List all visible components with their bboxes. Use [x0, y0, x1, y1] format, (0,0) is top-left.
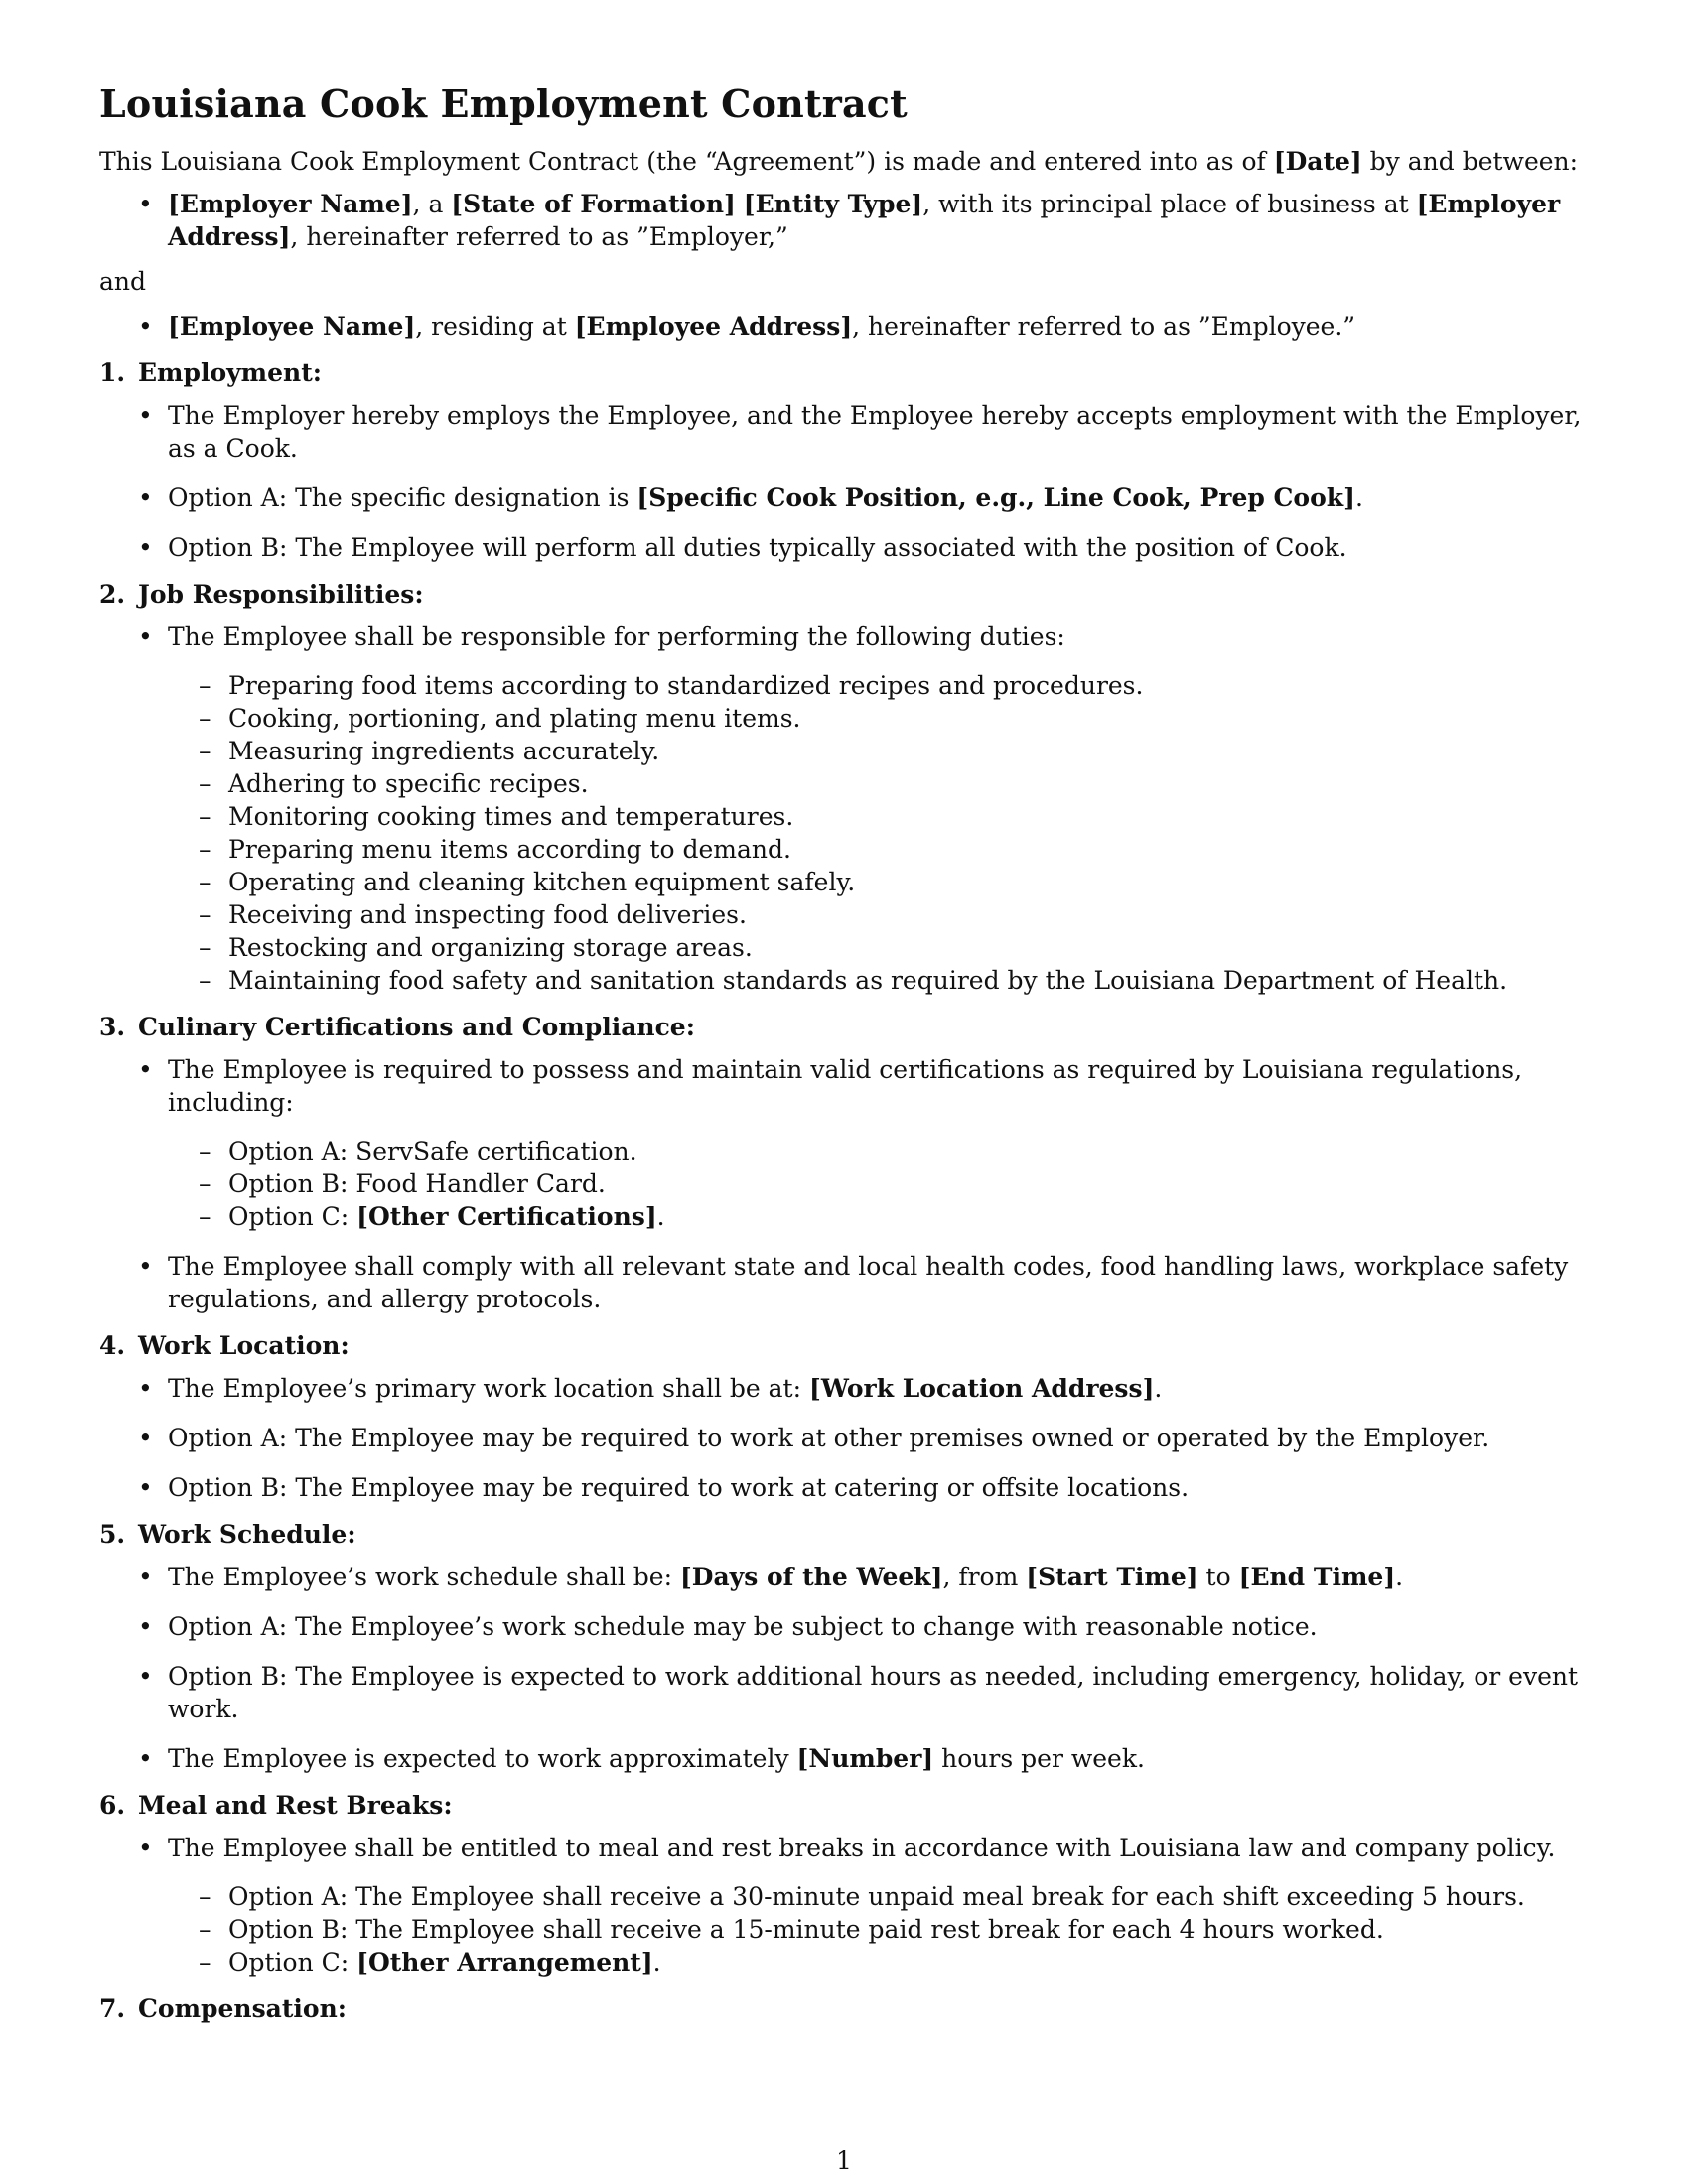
duty-item: – Restocking and organizing storage areas.: [228, 931, 1594, 964]
section-job-responsibilities: [99, 578, 1594, 997]
section-heading: 1. Employment:: [99, 358, 322, 387]
list-item: • The Employee shall comply with all relevant state and local health codes, food handling laws, workplace safety regulations, and allergy protocols.: [168, 1250, 1594, 1315]
duty-item: – Monitoring cooking times and temperatures.: [228, 800, 1594, 833]
section-heading: 3. Culinary Certifications and Compliance:: [99, 1013, 695, 1041]
option-item: – Option A: ServSafe certification.: [228, 1135, 1594, 1167]
date-field: [Date]: [1273, 147, 1362, 176]
option-item: – Option C: [Other Certifications].: [228, 1200, 1594, 1233]
cook-position-field: [Specific Cook Position, e.g., Line Cook, Prep Cook]: [636, 483, 1355, 512]
duty-item: – Maintaining food safety and sanitation standards as required by the Louisiana Department of Health.: [228, 964, 1594, 997]
duty-item: – Preparing food items according to standardized recipes and procedures.: [228, 669, 1594, 702]
list-item: • The Employee’s work schedule shall be: [Days of the Week], from [Start Time] to [End Time].: [168, 1561, 1594, 1593]
document-page: [99, 81, 1594, 2025]
list-item: • The Employee is expected to work approximately [Number] hours per week.: [168, 1742, 1594, 1775]
page-number: 1: [836, 2146, 852, 2175]
list-item: • Option A: The specific designation is [Specific Cook Position, e.g., Line Cook, Prep Cook].: [168, 481, 1594, 514]
employee-address-field: [Employee Address]: [574, 312, 853, 341]
section-compensation: [99, 1992, 1594, 2025]
section-heading: 7. Compensation:: [99, 1994, 347, 2023]
end-time-field: [End Time]: [1238, 1563, 1396, 1591]
employee-name-field: [Employee Name]: [168, 312, 416, 341]
hours-number-field: [Number]: [796, 1744, 934, 1773]
and-text: and: [99, 267, 147, 296]
employer-name-field: [Employer Name]: [168, 190, 413, 218]
section-meal-rest-breaks: [99, 1789, 1594, 1979]
duty-item: – Adhering to specific recipes.: [228, 767, 1594, 800]
duty-item: – Measuring ingredients accurately.: [228, 735, 1594, 767]
work-location-field: [Work Location Address]: [808, 1374, 1155, 1403]
other-arrangement-field: [Other Arrangement]: [356, 1948, 653, 1977]
section-heading: 6. Meal and Rest Breaks:: [99, 1791, 453, 1820]
section-employment: [99, 356, 1594, 564]
duties-list: [168, 669, 1594, 997]
duty-item: – Operating and cleaning kitchen equipment safely.: [228, 866, 1594, 898]
document-title: Louisiana Cook Employment Contract: [99, 81, 908, 126]
duty-item: – Receiving and inspecting food deliveries.: [228, 898, 1594, 931]
list-item: • Option B: The Employee will perform all duties typically associated with the position of Cook.: [168, 531, 1594, 564]
employee-item: • [Employee Name], residing at [Employee Address], hereinafter referred to as ”Employee.”: [168, 310, 1594, 342]
state-of-formation-field: [State of Formation]: [451, 190, 736, 218]
break-options: [168, 1880, 1594, 1979]
section-work-schedule: [99, 1518, 1594, 1775]
list-item: • Option A: The Employee’s work schedule may be subject to change with reasonable notice.: [168, 1610, 1594, 1643]
list-item: • The Employer hereby employs the Employee, and the Employee hereby accepts employment with the Employer, as a Cook.: [168, 399, 1594, 465]
days-of-week-field: [Days of the Week]: [679, 1563, 943, 1591]
entity-type-field: [Entity Type]: [743, 190, 923, 218]
section-heading: 2. Job Responsibilities:: [99, 580, 424, 609]
employee-list: [99, 310, 1594, 342]
intro-paragraph: This Louisiana Cook Employment Contract (the “Agreement”) is made and entered into as of [Date] by and between:: [99, 147, 1579, 176]
employer-list: [99, 188, 1594, 253]
list-item: • The Employee is required to possess and maintain valid certifications as required by Louisiana regulations, including: – Option A: ServSafe certification. – Option B: Food Handler Card. – Option C: [Other Certifications].: [168, 1053, 1594, 1233]
duty-item: – Cooking, portioning, and plating menu items.: [228, 702, 1594, 735]
other-certifications-field: [Other Certifications]: [356, 1202, 657, 1231]
list-item: • The Employee shall be entitled to meal and rest breaks in accordance with Louisiana law and company policy. – Option A: The Employee shall receive a 30-minute unpaid meal break for each shift exceeding 5 hours. – Option B: The Employee shall receive a 15-minute paid rest break for each 4 hours worked. – Option C: [Other Arrangement].: [168, 1832, 1594, 1979]
option-item: – Option A: The Employee shall receive a 30-minute unpaid meal break for each shift exceeding 5 hours.: [228, 1880, 1594, 1913]
option-item: – Option B: Food Handler Card.: [228, 1167, 1594, 1200]
section-heading: 5. Work Schedule:: [99, 1520, 356, 1549]
list-item: • Option B: The Employee is expected to work additional hours as needed, including emergency, holiday, or event work.: [168, 1660, 1594, 1725]
option-item: – Option B: The Employee shall receive a 15-minute paid rest break for each 4 hours worked.: [228, 1913, 1594, 1946]
section-work-location: [99, 1329, 1594, 1504]
list-item: • The Employee shall be responsible for performing the following duties: – Preparing food items according to standardized recipes and procedures. – Cooking, portioning, and plating menu items. – Measuring ingredients accurately. – Adhering to specific recipes. – Monitoring cooking times and temperatures. – Preparing menu items according to demand. – Operating and cleaning kitchen equipment safely. – Receiving and inspecting food deliveries. – Restocking and organizing storage areas. – Maintaining food safety and sanitation standards as required by the Louisiana Department of Health.: [168, 620, 1594, 997]
section-heading: 4. Work Location:: [99, 1331, 350, 1360]
duty-item: – Preparing menu items according to demand.: [228, 833, 1594, 866]
list-item: • The Employee’s primary work location shall be at: [Work Location Address].: [168, 1372, 1594, 1405]
list-item: • Option A: The Employee may be required to work at other premises owned or operated by the Employer.: [168, 1422, 1594, 1454]
employer-item: • [Employer Name], a [State of Formation] [Entity Type], with its principal place of business at [Employer Address], hereinafter referred to as ”Employer,”: [168, 188, 1594, 253]
list-item: • Option B: The Employee may be required to work at catering or offsite locations.: [168, 1471, 1594, 1504]
employer-address-field: [Employer Address]: [168, 190, 1561, 251]
section-certifications: [99, 1011, 1594, 1315]
option-item: – Option C: [Other Arrangement].: [228, 1946, 1594, 1979]
certification-options: [168, 1135, 1594, 1233]
start-time-field: [Start Time]: [1026, 1563, 1198, 1591]
